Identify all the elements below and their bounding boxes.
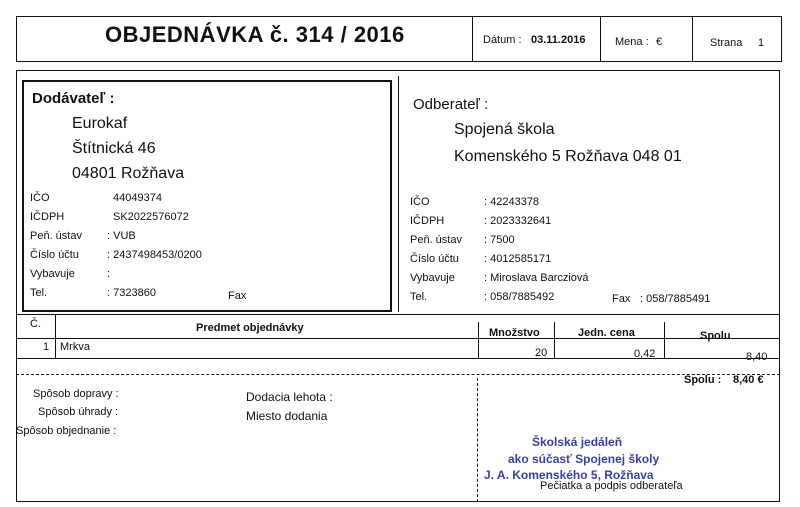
table-header-bottom bbox=[16, 338, 780, 339]
customer-icdph: : 2023332641 bbox=[484, 215, 552, 227]
signature-divider bbox=[477, 378, 478, 502]
transport-label: Spôsob dopravy : bbox=[33, 388, 119, 400]
col-header-price: Jedn. cena bbox=[578, 327, 635, 339]
document-title: OBJEDNÁVKA č. 314 / 2016 bbox=[105, 22, 405, 47]
supplier-city: 04801 Rožňava bbox=[72, 165, 185, 182]
currency-value: € bbox=[656, 36, 663, 48]
date-value: 03.11.2016 bbox=[531, 34, 586, 46]
stamp-line-1: Školská jedáleň bbox=[532, 435, 623, 449]
supplier-street: Štítnická 46 bbox=[72, 140, 156, 157]
row-qty: 20 bbox=[535, 347, 548, 359]
customer-left-border bbox=[398, 76, 399, 312]
header-divider bbox=[472, 16, 473, 62]
customer-account-label: Číslo účtu bbox=[410, 253, 459, 265]
supplier-icdph-label: IČDPH bbox=[30, 211, 65, 223]
table-col-divider bbox=[554, 322, 555, 358]
col-header-no: Č. bbox=[30, 318, 41, 330]
row-item: Mrkva bbox=[60, 341, 90, 353]
page-value: 1 bbox=[758, 37, 765, 49]
customer-tel: : 058/7885492 bbox=[484, 291, 555, 303]
delivery-time-label: Dodacia lehota : bbox=[246, 390, 333, 404]
supplier-name: Eurokaf bbox=[72, 115, 128, 132]
table-col-divider bbox=[55, 314, 56, 358]
customer-ico: : 42243378 bbox=[484, 196, 540, 208]
row-no: 1 bbox=[43, 341, 50, 353]
supplier-tel: : 7323860 bbox=[107, 287, 156, 299]
customer-account: : 4012585171 bbox=[484, 253, 552, 265]
supplier-account-label: Číslo účtu bbox=[30, 249, 79, 261]
table-top-border bbox=[16, 314, 780, 315]
customer-processor: : Miroslava Barcziová bbox=[484, 272, 589, 284]
table-sum-bottom bbox=[16, 374, 780, 375]
payment-label: Spôsob úhrady : bbox=[38, 406, 119, 418]
header-divider bbox=[600, 16, 601, 62]
signature-label: Pečiatka a podpis odberateľa bbox=[540, 480, 683, 492]
currency-label: Mena : bbox=[615, 36, 649, 48]
table-body-bottom bbox=[16, 358, 780, 359]
customer-icdph-label: IČDPH bbox=[410, 215, 445, 227]
col-header-total: Spolu bbox=[700, 330, 731, 342]
header-divider bbox=[692, 16, 693, 62]
row-price: 0,42 bbox=[634, 348, 656, 360]
sum-value: 8,40 € bbox=[733, 374, 764, 386]
date-label: Dátum : bbox=[483, 34, 522, 46]
supplier-icdph: SK2022576072 bbox=[113, 211, 189, 223]
sum-label: Spolu : bbox=[684, 374, 722, 386]
supplier-account: : 2437498453/0200 bbox=[107, 249, 202, 261]
page-label: Strana bbox=[710, 37, 743, 49]
customer-name: Spojená škola bbox=[454, 121, 555, 138]
supplier-heading: Dodávateľ : bbox=[32, 90, 115, 107]
delivery-place-label: Miesto dodania bbox=[246, 409, 328, 423]
supplier-processor: : bbox=[107, 268, 111, 280]
customer-ico-label: IČO bbox=[410, 196, 430, 208]
col-header-qty: Množstvo bbox=[489, 327, 540, 339]
customer-fax-label: Fax bbox=[612, 293, 631, 305]
stamp-line-2: ako súčasť Spojenej školy bbox=[508, 452, 660, 466]
table-col-divider bbox=[664, 322, 665, 358]
supplier-bank: : VUB bbox=[107, 230, 136, 242]
customer-processor-label: Vybavuje bbox=[410, 272, 455, 284]
customer-heading: Odberateľ : bbox=[413, 96, 489, 113]
stamp-line-3: J. A. Komenského 5, Rožňava bbox=[484, 468, 654, 482]
supplier-tel-label: Tel. bbox=[30, 287, 48, 299]
col-header-item: Predmet objednávky bbox=[196, 322, 304, 334]
supplier-ico-label: IČO bbox=[30, 192, 50, 204]
supplier-ico: 44049374 bbox=[113, 192, 162, 204]
supplier-fax-label: Fax bbox=[228, 290, 247, 302]
row-total: 8,40 bbox=[746, 351, 768, 363]
supplier-bank-label: Peň. ústav bbox=[30, 230, 82, 242]
order-method-label: Spôsob objednanie : bbox=[16, 425, 117, 437]
supplier-processor-label: Vybavuje bbox=[30, 268, 75, 280]
table-col-divider bbox=[478, 322, 479, 358]
customer-fax: : 058/7885491 bbox=[640, 293, 711, 305]
customer-address: Komenského 5 Rožňava 048 01 bbox=[454, 148, 682, 165]
customer-bank-label: Peň. ústav bbox=[410, 234, 462, 246]
customer-bank: : 7500 bbox=[484, 234, 515, 246]
customer-tel-label: Tel. bbox=[410, 291, 428, 303]
